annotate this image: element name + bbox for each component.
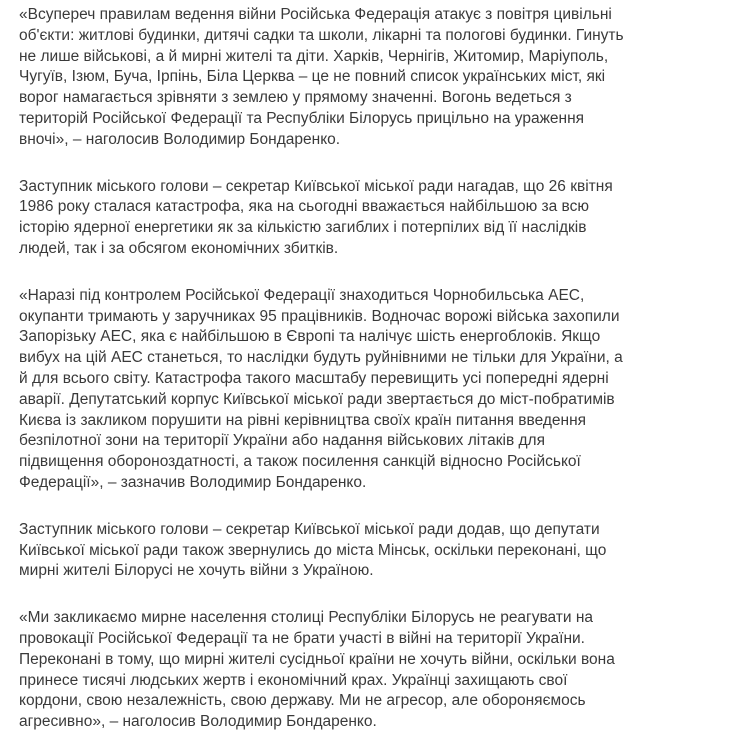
text-line: вибух на цій АЕС станеться, то наслідки будуть руйнівними не тільки для України, а bbox=[19, 349, 623, 367]
text-line: об'єкти: житлові будинки, дитячі садки та школи, лікарні та пологові будинки. Гинуть bbox=[19, 26, 624, 44]
text-line: історію ядерної енергетики як за кількістю загиблих і потерпілих від її наслідків bbox=[19, 219, 587, 237]
text-line: Чугуїв, Ізюм, Буча, Ірпінь, Біла Церква – це не повний список українських міст, які bbox=[19, 68, 606, 86]
text-line: територій Російської Федерації та Республіки Білорусь прицільно на ураження bbox=[19, 109, 585, 127]
text-line: Федерації», – зазначив Володимир Бондаренко. bbox=[19, 473, 367, 491]
paragraph-1 bbox=[19, 5, 700, 151]
text-line: агресивно», – наголосив Володимир Бондаренко. bbox=[19, 713, 377, 731]
text-line: окупанти тримають у заручниках 95 працівників. Водночас ворожі війська захопили bbox=[19, 307, 620, 325]
text-line: не лише військові, а й мирні жителі та діти. Харків, Чернігів, Житомир, Маріуполь, bbox=[19, 47, 609, 65]
text-line: підвищення обороноздатності, а також посилення санкцій відносно Російської bbox=[19, 453, 581, 471]
text-line: Переконані в тому, що мирні жителі сусідньої країни не хочуть війни, оскільки вона bbox=[19, 650, 615, 668]
text-line: 1986 року сталася катастрофа, яка на сьогодні вважається найбільшою за всю bbox=[19, 198, 589, 216]
text-line: мирні жителі Білорусі не хочуть війни з Україною. bbox=[19, 562, 374, 580]
text-line: безпілотної зони на території України або надання військових літаків для bbox=[19, 432, 545, 450]
text-line: Заступник міського голови – секретар Київської міської ради додав, що депутати bbox=[19, 520, 600, 538]
text-line: «Всупереч правилам ведення війни Російська Федерація атакує з повітря цивільні bbox=[19, 6, 612, 23]
text-line: Запорізьку АЕС, яка є найбільшою в Європі та налічує шість енергоблоків. Якщо bbox=[19, 328, 601, 346]
text-line: вночі», – наголосив Володимир Бондаренко. bbox=[19, 130, 341, 148]
text-line: Київської міської ради також звернулись до міста Мінськ, оскільки переконані, що bbox=[19, 541, 607, 559]
text-line: людей, так і за обсягом економічних збитків. bbox=[19, 239, 339, 257]
text-line: «Ми закликаємо мирне населення столиці Республіки Білорусь не реагувати на bbox=[19, 609, 594, 627]
text-line: аварії. Депутатський корпус Київської міської ради звертається до міст-побратимів bbox=[19, 390, 615, 408]
paragraph-4 bbox=[19, 520, 700, 582]
paragraph-5 bbox=[19, 608, 700, 733]
text-line: «Наразі під контролем Російської Федерації знаходиться Чорнобильська АЕС, bbox=[19, 286, 585, 304]
text-line: провокації Російської Федерації та не брати участі в війні на території України. bbox=[19, 629, 585, 647]
text-line: принесе тисячі людських жертв і економічний крах. Українці захищають свої bbox=[19, 671, 568, 689]
text-line: Заступник міського голови – секретар Київської міської ради нагадав, що 26 квітня bbox=[19, 177, 613, 195]
paragraph-2 bbox=[19, 177, 700, 260]
text-line: ворог намагається зрівняти з землею у прямому значенні. Вогонь ведеться з bbox=[19, 89, 572, 107]
text-line: Києва із закликом порушити на рівні керівництва своїх країн питання введення bbox=[19, 411, 587, 429]
text-line: кордони, свою незалежність, свою державу. Ми не агресор, але обороняємось bbox=[19, 692, 586, 710]
paragraph-3 bbox=[19, 286, 700, 494]
text-line: й для всього світу. Катастрофа такого масштабу перевищить усі попередні ядерні bbox=[19, 369, 609, 387]
